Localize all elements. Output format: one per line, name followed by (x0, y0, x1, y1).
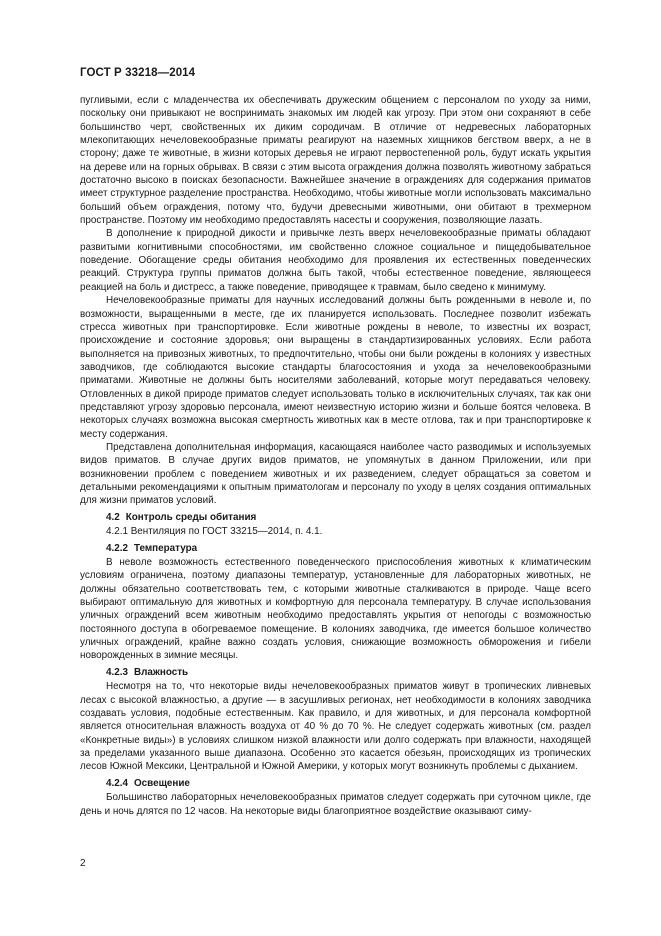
section-heading-4-2 (80, 511, 591, 525)
paragraph-additional-info: Представлена дополнительная информация, касающаяся наиболее часто разводимых и используемых видов приматов. В случае других видов приматов, не упомянутых в данном Приложении, или при возникновении проблем с поведением животных и их разведением, следует обращаться за советом и детальными рекомендациями к опытным приматологам и персоналу по уходу в целях создания оптимальных для жизни приматов условий. (80, 441, 591, 507)
subsection-title: Освещение (133, 777, 190, 789)
subsection-number: 4.2.4 (106, 777, 128, 789)
subsection-number: 4.2.2 (106, 542, 128, 554)
document-header: ГОСТ Р 33218—2014 (80, 67, 196, 79)
page-number: 2 (80, 858, 86, 869)
subsection-heading-lighting (80, 777, 591, 791)
document-body (80, 94, 591, 818)
section-title: Контроль среды обитания (125, 511, 257, 523)
paragraph-lighting: Большинство лабораторных нечеловекообразных приматов следует содержать при суточном цикле, где день и ночь длятся по 12 часов. На некоторые виды благоприятное воздействие оказывают симу- (80, 792, 591, 817)
subsection-number: 4.2.3 (106, 666, 128, 678)
paragraph-humidity: Несмотря на то, что некоторые виды нечеловекообразных приматов живут в тропических ливневых лесах с высокой влажностью, а другие — в засушливых регионах, нет необходимости в колониях заводчика создавать условия, подобные естественным. Как правило, и для животных, и для персонала комфортной является относительная влажность воздуха от 40 % до 70 %. Не следует содержать животных (см. раздел «Конкретные виды») в условиях слишком низкой влажности или долго содержать при влажности, находящей за пределами указанного выше диапазона. Особенно это касается обезьян, происходящих из тропических лесов Южной Мексики, Центральной и Южной Америки, у которых могут возникнуть проблемы с дыханием. (80, 681, 591, 773)
subsection-heading-temperature (80, 542, 591, 556)
paragraph-cognitive: В дополнение к природной дикости и привычке лезть вверх нечеловекообразные приматы обладают развитыми когнитивными способностями, им свойственно сложное социальное и пищедобывательное поведение. Обогащение среды обитания необходимо для проявления их естественных поведенческих реакций. Структура группы приматов должна быть такой, чтобы естественное поведение, являющееся реакцией на боль и дистресс, а также поведение, приводящее к травмам, было сведено к минимуму. (80, 228, 591, 293)
paragraph-temperature: В неволе возможность естественного поведенческого приспособления животных к климатическим условиям ограничена, поэтому диапазоны температур, установленные для лабораторных животных, не должны обязательно соответствовать тем, с которыми животные сталкиваются в природе. Чаще всего выбирают оптимальную для животных и комфортную для персонала температуру. В случае использования уличных ограждений всем животным необходимо предоставлять укрытия от непогоды с возможностью постоянного доступа в обогреваемое помещение. В колониях заводчика, где имеется большое количество уличных ограждений, крайне важно создать условия, снижающие возможность обморожения и гибели новорожденных в зимние месяцы. (80, 557, 591, 662)
subsection-heading-humidity (80, 666, 591, 680)
subsection-title: Температура (133, 542, 198, 554)
section-number: 4.2 (106, 511, 120, 523)
paragraph-origin: Нечеловекообразные приматы для научных исследований должны быть рожденными в неволе и, по возможности, выращенными в месте, где их планируется использовать. Последнее позволит избежать стресса животных при транспортировке. Если животные рождены в неволе, то известны их возраст, происхождение и состояние здоровья; они выращены в стандартизированных условиях. Если работа выполняется на привозных животных, то предпочтительно, чтобы они были рождены в колониях у известных заводчиков, где соблюдаются высокие стандарты благосостояния и ухода за нечеловекообразными приматами. Животные не должны быть носителями заболеваний, которые могут передаваться человеку. Отловленных в дикой природе приматов следует использовать только в исключительных случаях, так как они представляют угрозу здоровью персонала, имеют неизвестную историю жизни и больше боятся человека. В некоторых случаях возможна высокая смертность животных как в месте отлова, так и при транспортировке к месту содержания. (80, 295, 591, 440)
subsection-title: Влажность (133, 666, 189, 678)
paragraph-continuation: пугливыми, если с младенчества их обеспечивать дружеским общением с персоналом по уходу за ними, поскольку они привыкают не воспринимать знакомых им людей как угрозу. При этом они сохраняют в себе большинство черт, свойственных их диким сородичам. В отличие от недревесных лабораторных млекопитающих нечеловекообразные приматы реагируют на наземных хищников бегством вверх, а не в сторону; даже те животные, в жизни которых деревья не играют первостепенной роль, будут искать укрытия на дереве или на горных обрывах. В связи с этим высота ограждения должна позволять животному забраться достаточно высоко в поисках безопасности. Важнейшее значение в ограждениях для содержания приматов имеет структурное разделение пространства. Необходимо, чтобы животные могли использовать максимально больший объем ограждения, потому что, будучи древесными животными, они обитают в трехмерном пространстве. Поэтому им необходимо предоставлять насесты и сооружения, позволяющие лазать. (80, 95, 591, 227)
paragraph-ventilation: 4.2.1 Вентиляция по ГОСТ 33215—2014, п. 4.1. (106, 526, 323, 538)
